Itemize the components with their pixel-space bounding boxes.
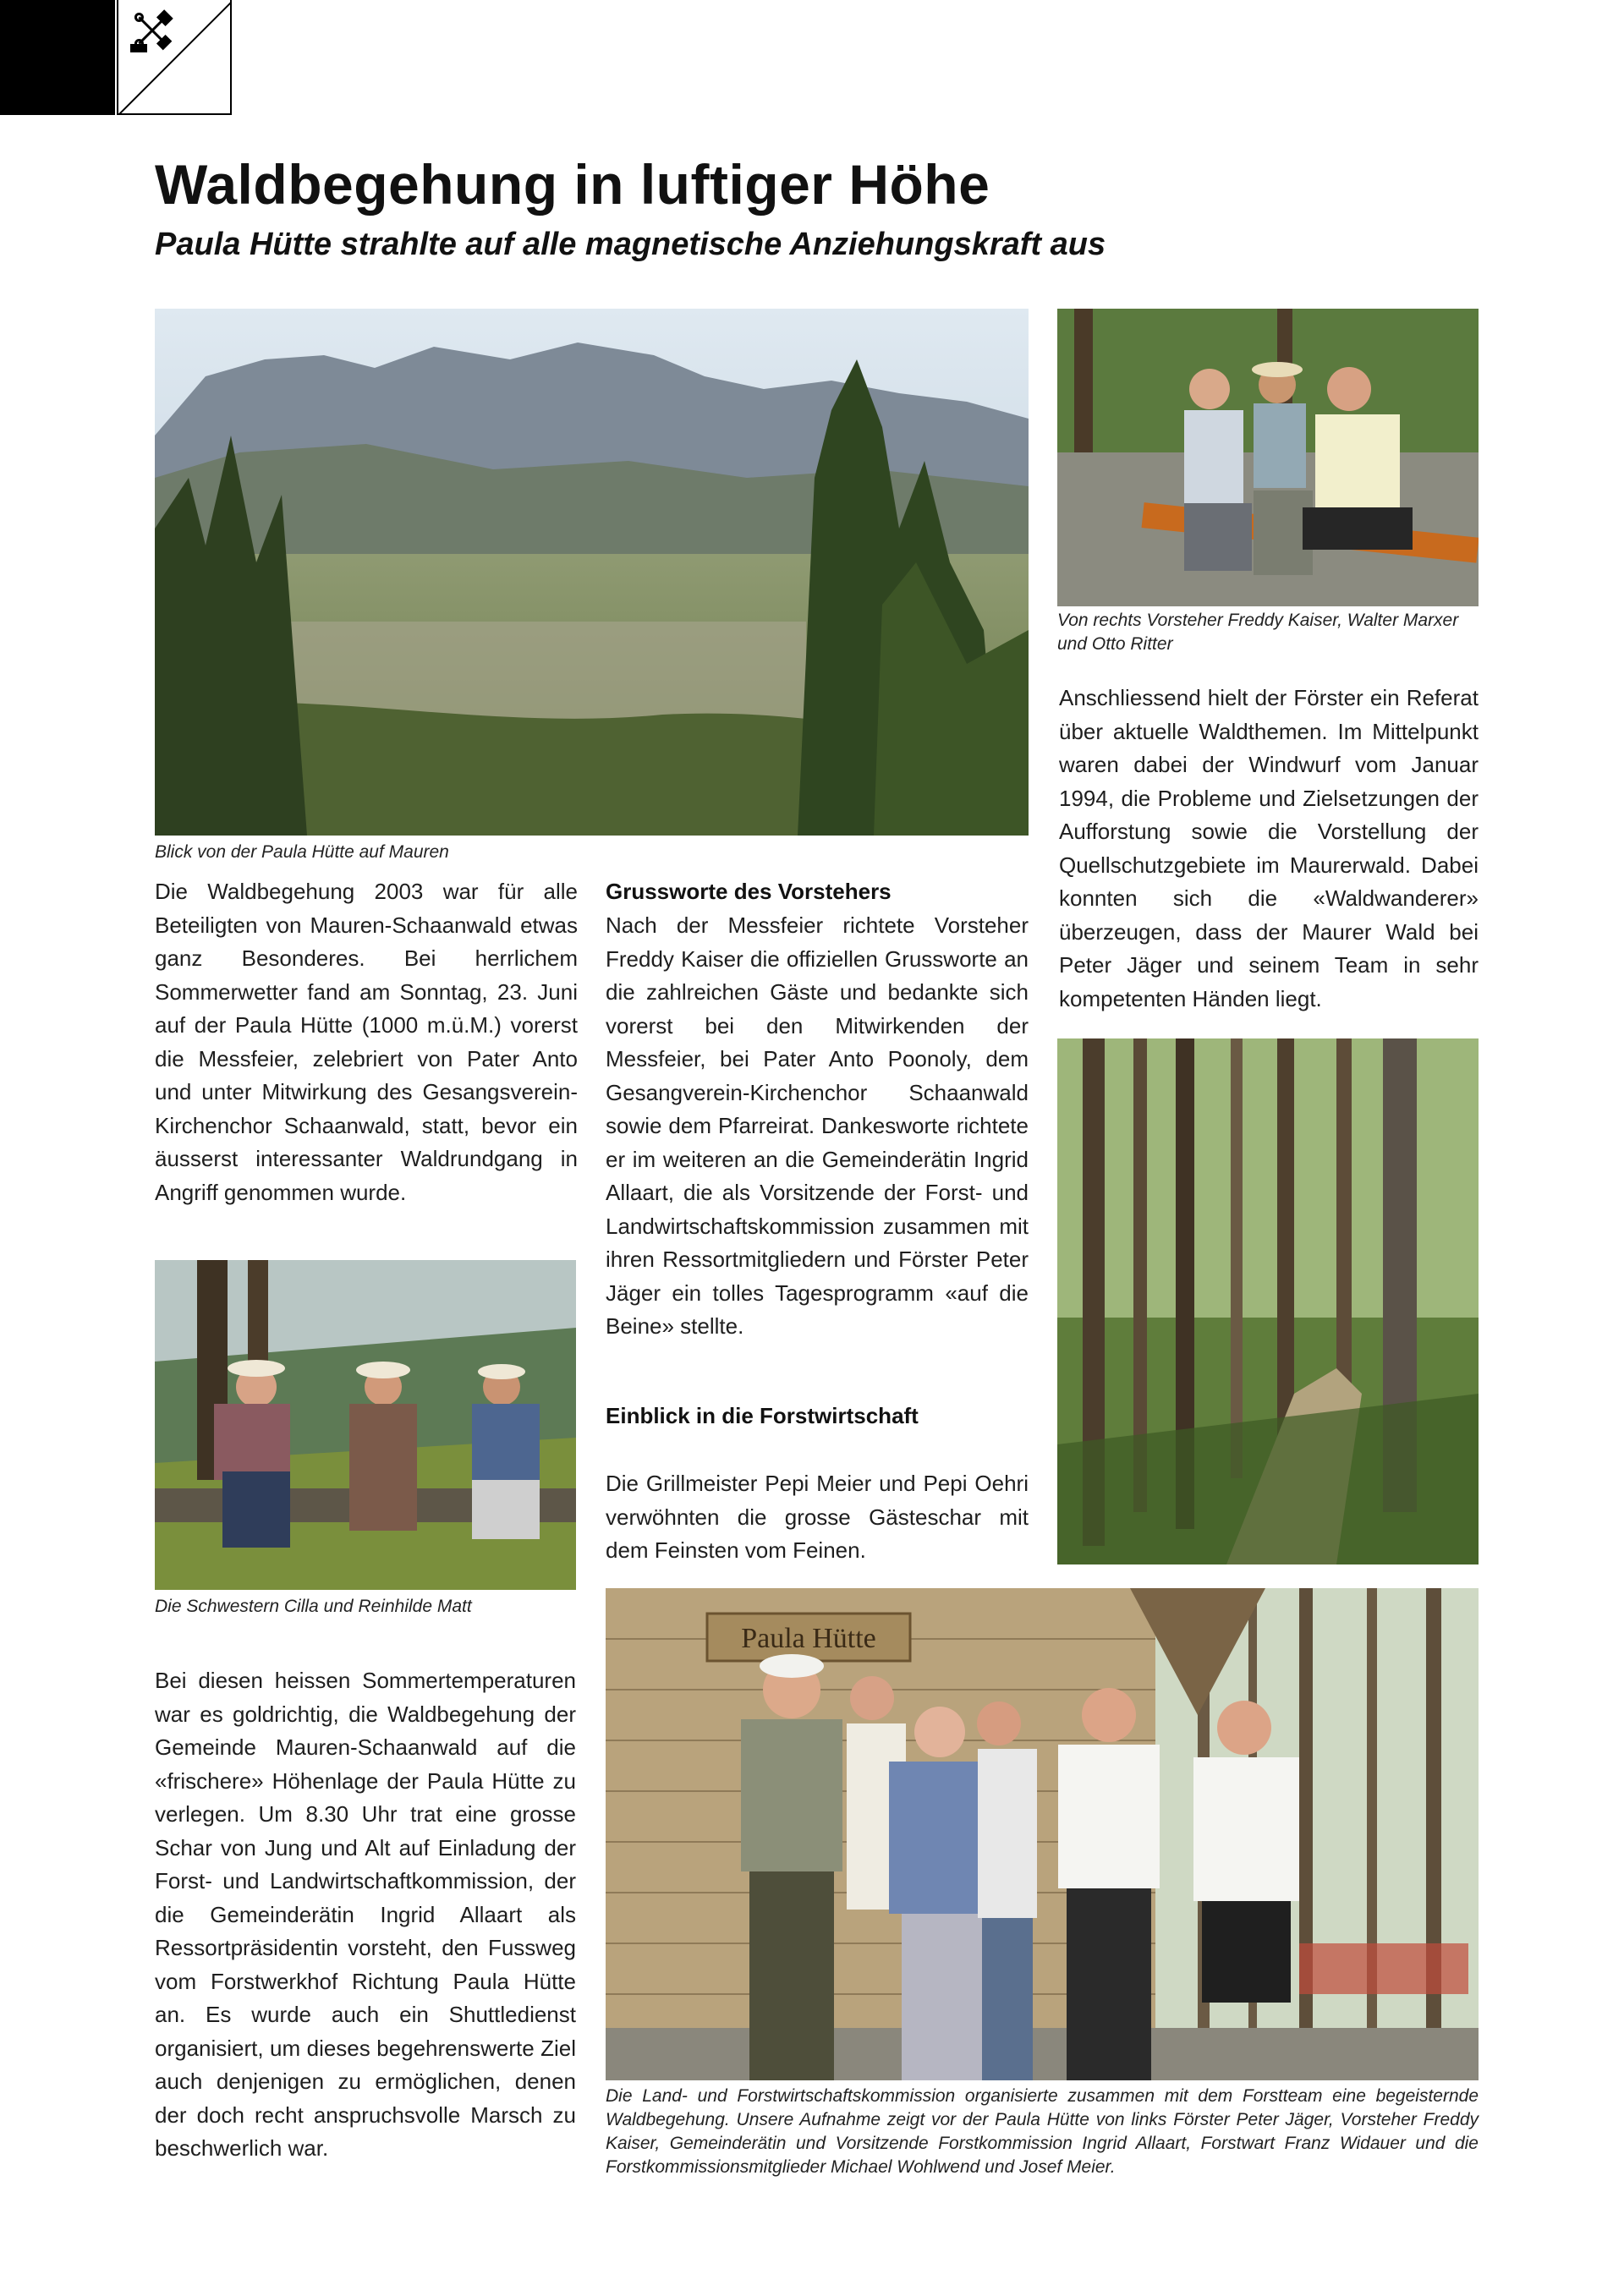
bench-men-photo-caption: Von rechts Vorsteher Freddy Kaiser, Walter Marxer und Otto Ritter [1057, 611, 1459, 654]
article-column3-text: Anschliessend hielt der Förster ein Referat über aktuelle Waldthemen. Im Mittelpunkt waren dabei der Windwurf vom Januar 1994, die Probleme und Zielsetzungen der Aufforstung sowie die Vorstellung der Quellschutzgebiete im Maurerwald. Dabei konnten sich die «Waldwanderer» überzeugen, dass der Maurer Wald bei Peter Jäger und seinem Team in sehr kompetenten Händen liegt. [1059, 685, 1479, 1011]
hut-sign-text: Paula Hütte [741, 1623, 876, 1654]
section-heading-forstwirtschaft: Einblick in die Forstwirtschaft [606, 1403, 919, 1428]
section-heading-grussworte: Grussworte des Vorstehers [606, 879, 892, 904]
group-photo [606, 1588, 1479, 2080]
bench-men-photo [1057, 309, 1479, 606]
group-photo-caption: Die Land- und Forstwirtschaftskommission organisierte zusammen mit dem Forstteam eine begeisternde Waldbegehung. Unsere Aufnahme zeigt vor der Paula Hütte von links Förster Peter Jäger, Vorsteher Freddy Kaiser, Gemeinderätin und Vorsitzende Forstkommission Ingrid Allaart, Forstwart Franz Widauer und die Forstkommissionsmitglieder Michael Wohlwend und Josef Meier. [606, 2086, 1479, 2177]
article-left-bottom-text: Bei diesen heissen Sommertemperaturen war es goldrichtig, die Waldbegehung der Gemeinde Mauren-Schaanwald auf die «frischere» Höhenlage der Paula Hütte zu verlegen. Um 8.30 Uhr trat eine grosse Schar von Jung und Alt auf Einladung der Forst- und Landwirtschaftkommission, der die Gemeinderätin Ingrid Allaart als Ressortpräsidentin vorsteht, den Fussweg vom Forstwerkhof Richtung Paula Hütte an. Es wurde auch ein Shuttledienst organisiert, um dieses begehrenswerte Ziel auch denjenigen zu ermöglichen, denen der doch recht anspruchsvolle Marsch zu beschwerlich war. [155, 1668, 576, 2161]
sisters-photo-caption: Die Schwestern Cilla und Reinhilde Matt [155, 1597, 472, 1616]
forest-path-photo [1057, 1038, 1479, 1564]
article-intro: Die Waldbegehung 2003 war für alle Beteiligten von Mauren-Schaanwald etwas ganz Besonderes. Bei herrlichem Sommerwetter fand am Sonntag, 23. Juni auf der Paula Hütte (1000 m.ü.M.) vorerst die Messfeier, zelebriert von Pater Anto und unter Mitwirkung des Gesangsverein-Kirchenchor Schaanwald, statt, bevor ein äusserst interessanter Waldrundgang in Angriff genommen wurde. [155, 879, 578, 1205]
crossed-tools-emblem-icon [117, 0, 232, 115]
section-text-forstwirtschaft: Die Grillmeister Pepi Meier und Pepi Oehri verwöhnten die grosse Gästeschar mit dem Feinsten vom Feinen. [606, 1471, 1029, 1563]
page-title: Waldbegehung in luftiger Höhe [155, 153, 990, 216]
page-subtitle: Paula Hütte strahlte auf alle magnetische Anziehungskraft aus [155, 227, 1106, 262]
corner-block [0, 0, 115, 115]
valley-photo-caption: Blick von der Paula Hütte auf Mauren [155, 842, 449, 862]
section-text-grussworte: Nach der Messfeier richtete Vorsteher Freddy Kaiser die offiziellen Grussworte an die zahlreichen Gäste und bedankte sich vorerst bei den Mitwirkenden der Messfeier, bei Pater Anto Poonoly, dem Gesangverein-Kirchenchor Schaanwald sowie dem Pfarreirat. Dankesworte richtete er im weiteren an die Gemeinderätin Ingrid Allaart, die als Vorsitzende der Forst- und Landwirtschaftskommission zusammen mit ihren Ressortmitgliedern und Förster Peter Jäger ein tolles Tagesprogramm «auf die Beine» stellte. [606, 912, 1029, 1339]
sisters-photo [155, 1260, 576, 1590]
valley-photo [155, 309, 1029, 836]
